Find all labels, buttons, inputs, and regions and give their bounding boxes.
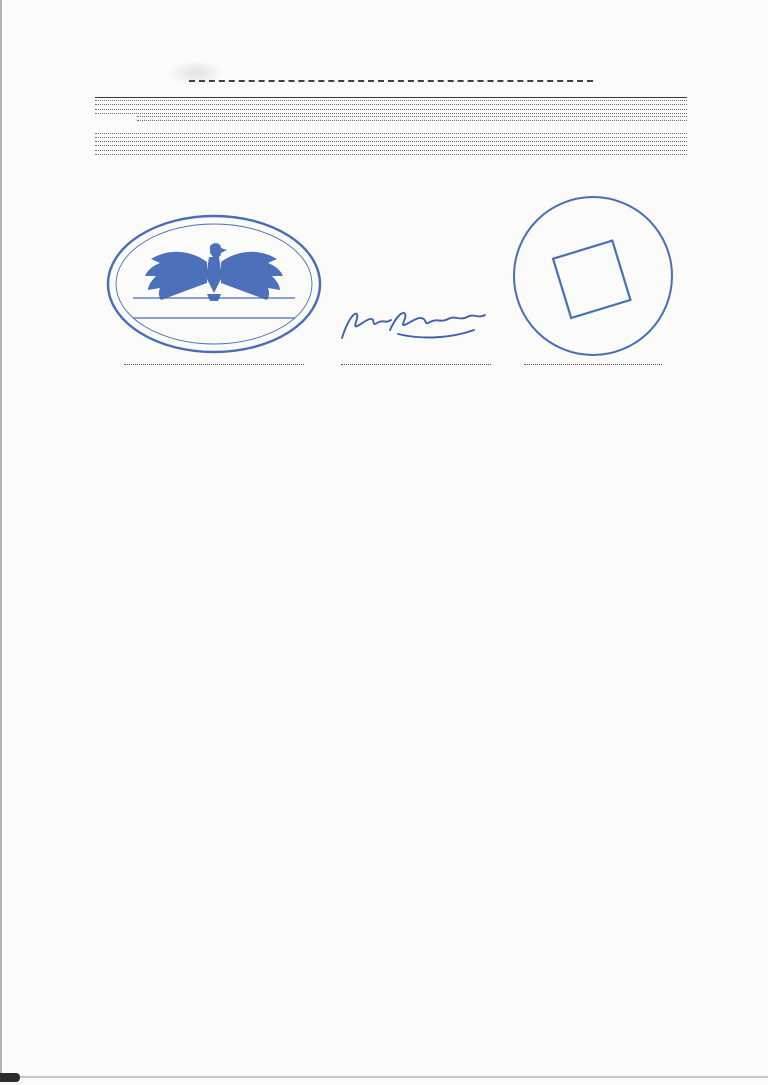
signature-label [341,364,491,367]
separator [95,109,687,114]
separator [95,100,687,105]
signature-column [333,175,499,367]
separator [95,133,687,138]
title-rule [189,80,593,82]
stamps-row [95,175,687,367]
signature [334,298,499,360]
separator-short [137,116,687,121]
evidence-stamp-column [95,175,333,367]
evidence-stamp-label [124,364,304,367]
separator [95,150,687,155]
architect-stamp [507,192,679,360]
document-page [95,73,687,425]
architect-stamp-label [524,364,662,367]
scan-edge-left [0,0,2,1076]
architect-stamp-column [499,175,687,367]
scan-edge-bottom [0,1076,768,1078]
eagle-icon [145,243,283,301]
evidence-stamp [103,210,325,360]
table-header [95,96,687,98]
scan-corner-artifact [0,1073,20,1082]
separator [95,141,687,146]
